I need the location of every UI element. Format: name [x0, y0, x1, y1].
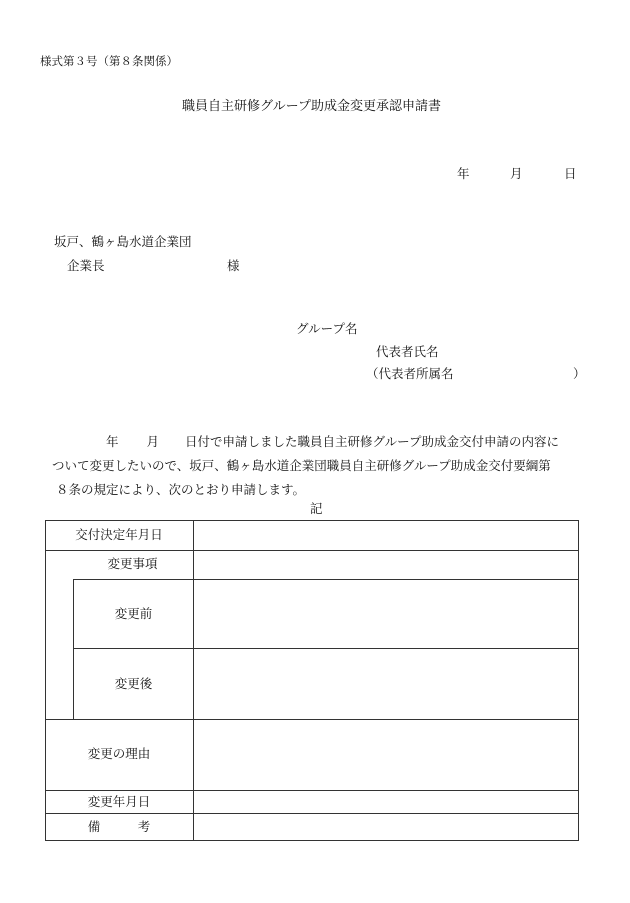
- addressee-position: 企業長: [67, 258, 105, 273]
- body-line-1: [52, 430, 592, 454]
- note-heading: 記: [310, 501, 323, 516]
- date-month-label: 月: [510, 166, 523, 181]
- after-change-value[interactable]: [194, 649, 578, 719]
- representative-name-label: 代表者氏名: [376, 344, 439, 359]
- body-year-label: 年: [106, 434, 119, 449]
- change-reason-label: 変更の理由: [87, 746, 151, 761]
- before-change-value[interactable]: [194, 580, 578, 648]
- addressee-honorific: 様: [227, 258, 240, 273]
- page-title: 職員自主研修グループ助成金変更承認申請書: [182, 99, 441, 114]
- decision-date-value[interactable]: [194, 521, 578, 550]
- decision-date-label: 交付決定年月日: [75, 527, 163, 542]
- representative-affiliation-close: ）: [573, 366, 586, 381]
- request-body: [52, 430, 592, 502]
- body-line-2: ついて変更したいので、坂戸、鶴ヶ島水道企業団職員自主研修グループ助成金交付要綱第: [52, 458, 551, 473]
- change-items-value[interactable]: [194, 551, 578, 579]
- table-rule: [578, 520, 579, 841]
- addressee-org: 坂戸、鶴ヶ島水道企業団: [54, 234, 192, 249]
- group-name-label: グループ名: [296, 321, 358, 336]
- date-day-label: 日: [564, 166, 577, 181]
- change-date-value[interactable]: [194, 791, 578, 813]
- change-items-label: 変更事項: [107, 556, 158, 571]
- after-change-label: 変更後: [114, 676, 153, 691]
- body-month-label: 月: [146, 434, 160, 449]
- body-line-1-text: 日付で申請しました職員自主研修グループ助成金交付申請の内容に: [185, 434, 560, 449]
- remarks-label: 備 考: [87, 819, 151, 834]
- form-number: 様式第３号（第８条関係）: [40, 54, 178, 68]
- date-year-label: 年: [457, 166, 470, 181]
- change-date-label: 変更年月日: [87, 794, 151, 809]
- body-line-3: ８条の規定により、次のとおり申請します。: [56, 482, 306, 497]
- remarks-value[interactable]: [194, 814, 578, 840]
- representative-affiliation-label: （代表者所属名: [366, 366, 454, 381]
- table-rule: [73, 579, 74, 720]
- before-change-label: 変更前: [114, 606, 153, 621]
- table-rule: [45, 840, 579, 841]
- change-reason-value[interactable]: [194, 720, 578, 790]
